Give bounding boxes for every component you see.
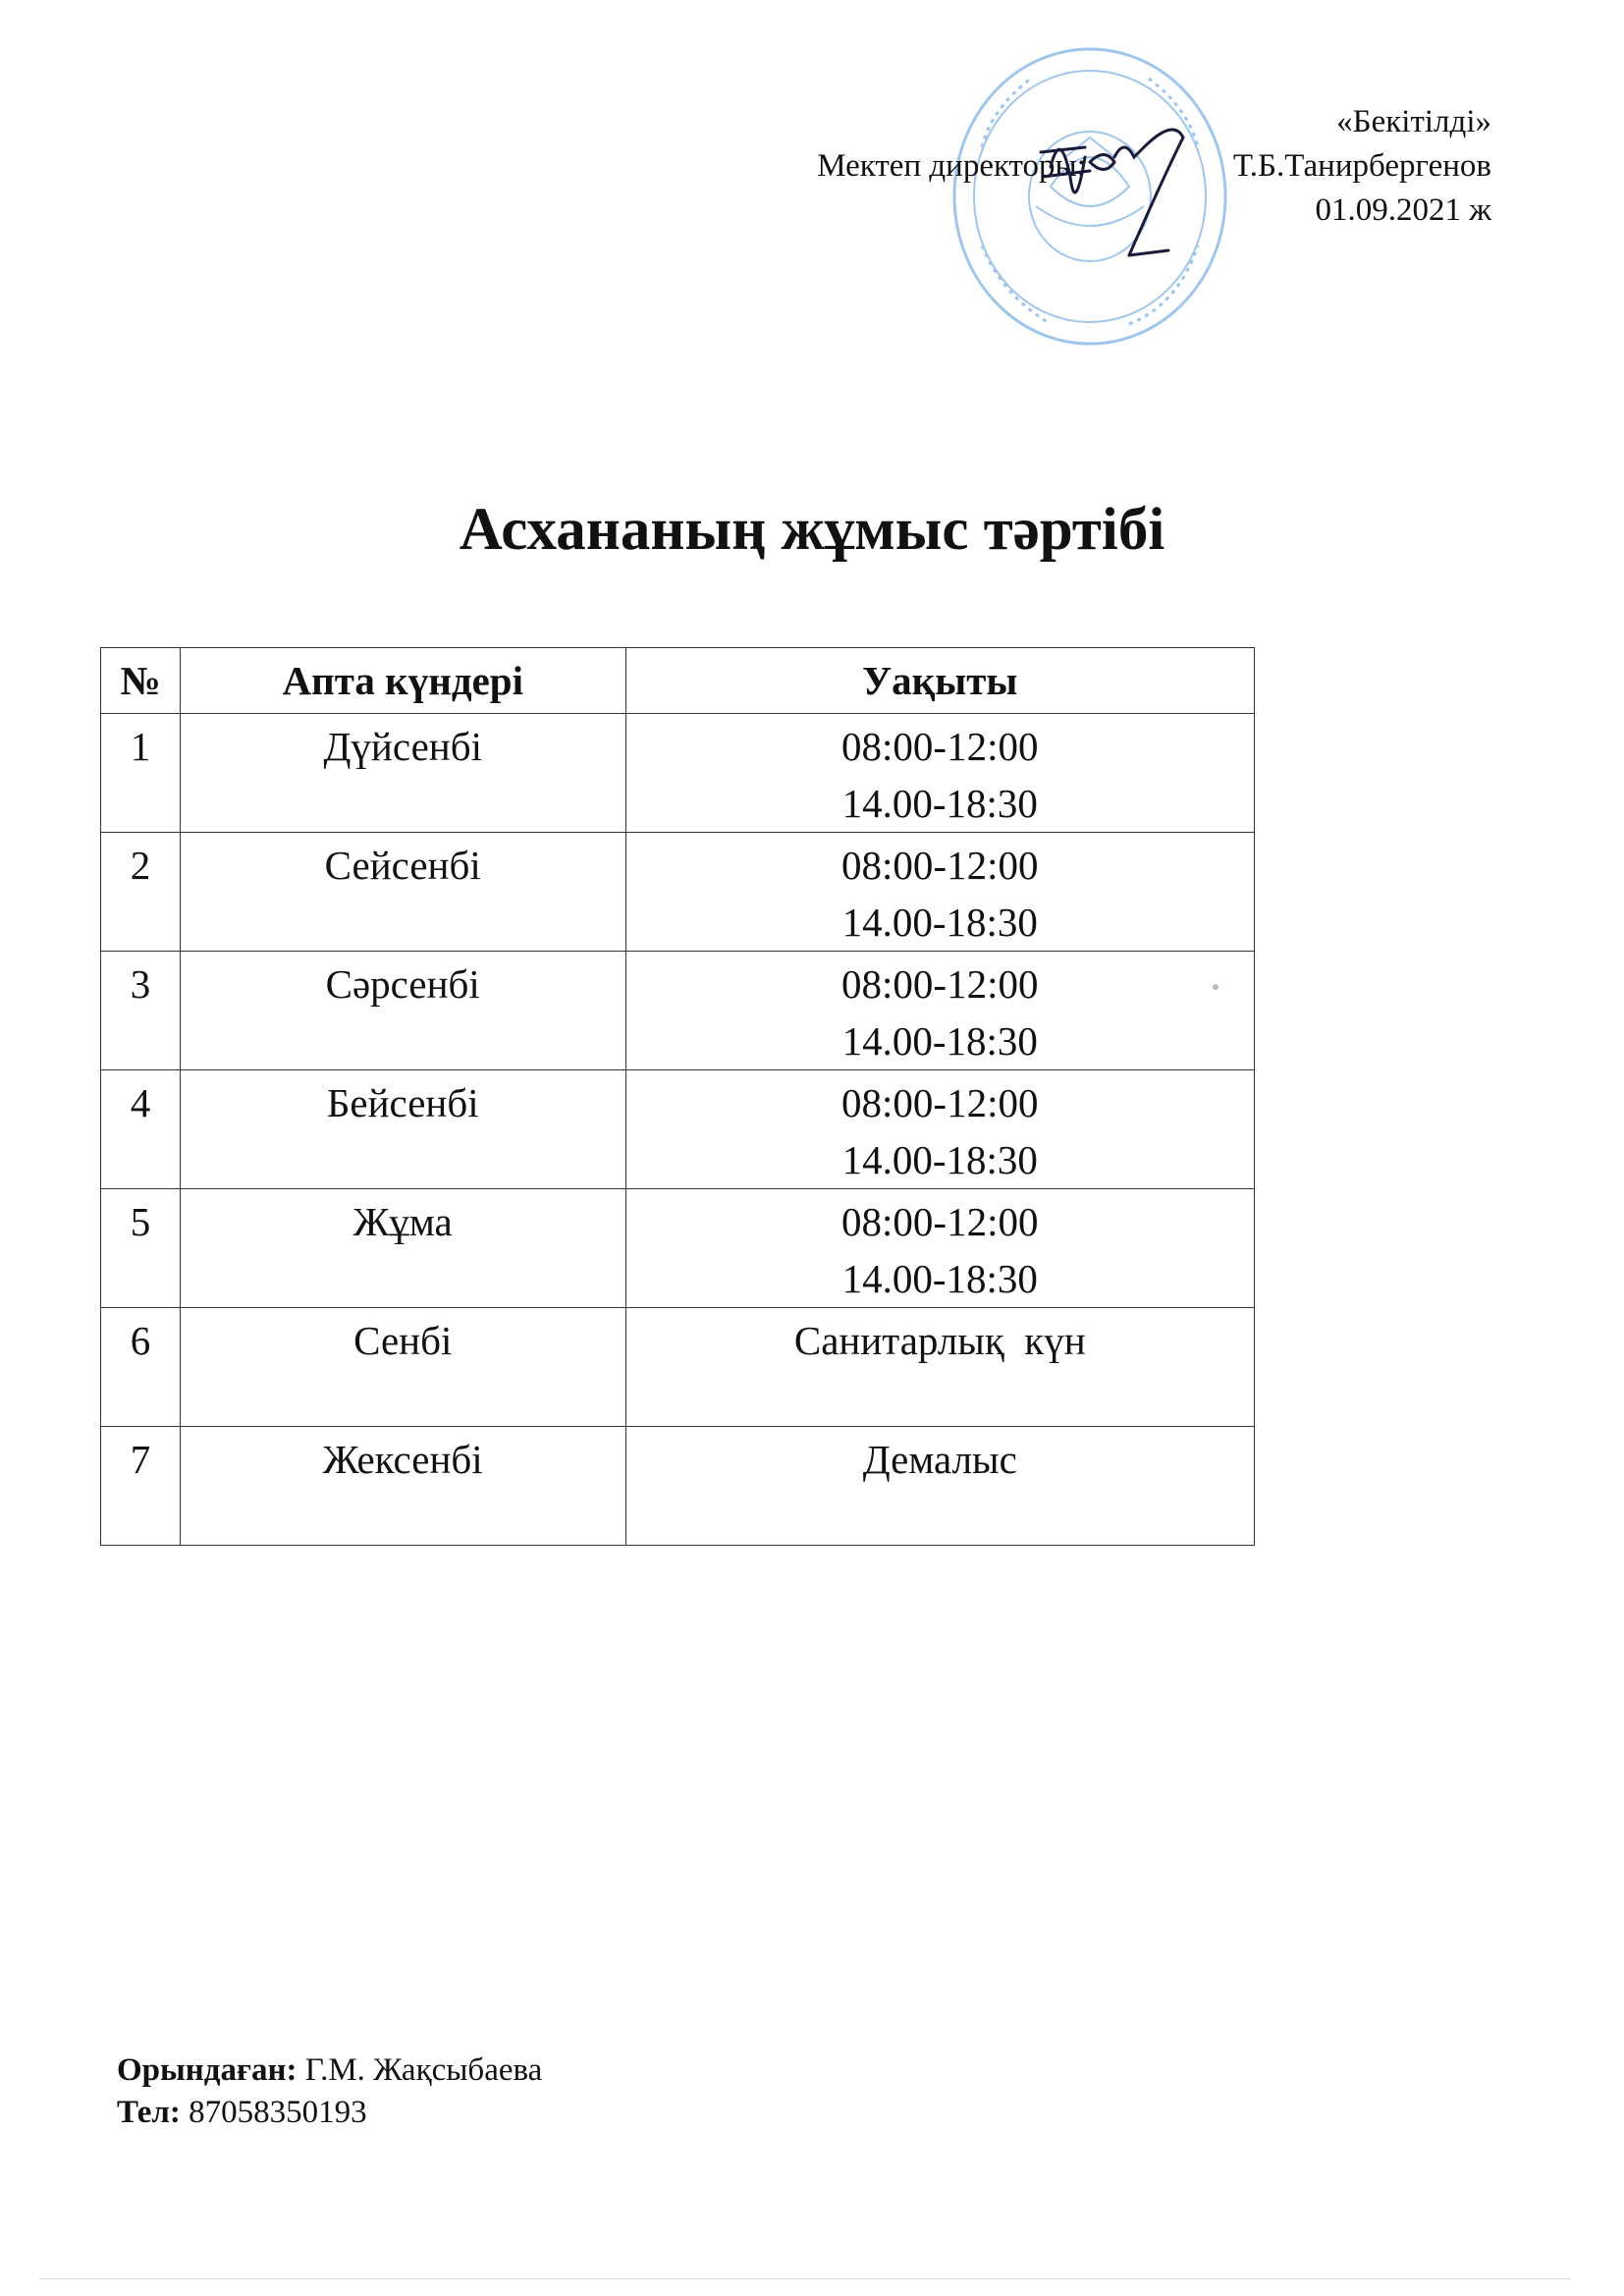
row-time: [625, 714, 1255, 833]
director-signature: [1031, 108, 1198, 265]
row-number: 2: [101, 833, 181, 952]
row-time: [625, 1070, 1255, 1189]
table-header-row: [101, 648, 1255, 714]
scan-speck: [1213, 984, 1218, 990]
time-morning: 08:00-12:00: [841, 843, 1039, 888]
phone-number: 87058350193: [189, 2095, 367, 2130]
phone-label: Тел:: [117, 2095, 181, 2130]
row-time: [625, 833, 1255, 952]
table-row: [101, 714, 1255, 833]
row-time: [625, 1308, 1255, 1427]
approval-heading: «Бекітілді»: [1336, 104, 1491, 139]
time-afternoon: 14.00-18:30: [841, 1018, 1038, 1064]
row-number: 3: [101, 952, 181, 1070]
table-row: [101, 1427, 1255, 1546]
table-row: [101, 1308, 1255, 1427]
row-day: Жексенбі: [180, 1427, 625, 1546]
row-number: 7: [101, 1427, 181, 1546]
row-day: Сәрсенбі: [180, 952, 625, 1070]
performer-name: Г.М. Жақсыбаева: [304, 2052, 543, 2088]
performer-line: [117, 2050, 542, 2092]
scan-speck: [39, 2278, 1571, 2279]
time-morning: 08:00-12:00: [841, 1199, 1039, 1244]
phone-line: [117, 2092, 542, 2134]
row-number: 5: [101, 1189, 181, 1308]
time-note: Демалыс: [862, 1437, 1017, 1482]
row-day: Дүйсенбі: [180, 714, 625, 833]
footer-block: [117, 2050, 542, 2134]
page-title: Асхананың жұмыс тәртібі: [459, 497, 1165, 563]
approval-date: 01.09.2021 ж: [1315, 192, 1491, 228]
table-row: [101, 1070, 1255, 1189]
row-number: 4: [101, 1070, 181, 1189]
director-name: Т.Б.Танирбергенов: [1232, 148, 1491, 184]
time-morning: 08:00-12:00: [841, 1080, 1039, 1125]
performer-label: Орындаған:: [117, 2052, 298, 2088]
row-time: [625, 1427, 1255, 1546]
row-day: Сенбі: [180, 1308, 625, 1427]
row-day: Сейсенбі: [180, 833, 625, 952]
row-time: [625, 952, 1255, 1070]
table-row: [101, 952, 1255, 1070]
time-note: Санитарлық күн: [793, 1318, 1086, 1363]
time-afternoon: 14.00-18:30: [841, 1137, 1038, 1182]
header-number: №: [101, 648, 181, 714]
row-day: Жұма: [180, 1189, 625, 1308]
row-day: Бейсенбі: [180, 1070, 625, 1189]
time-afternoon: 14.00-18:30: [841, 900, 1038, 945]
table-row: [101, 833, 1255, 952]
row-number: 1: [101, 714, 181, 833]
table-row: [101, 1189, 1255, 1308]
director-label: Мектеп директоры:: [817, 148, 1086, 184]
time-morning: 08:00-12:00: [841, 961, 1039, 1007]
time-afternoon: 14.00-18:30: [841, 781, 1038, 826]
row-time: [625, 1189, 1255, 1308]
header-time: Уақыты: [625, 648, 1255, 714]
header-weekday: Апта күндері: [180, 648, 625, 714]
time-morning: 08:00-12:00: [841, 724, 1039, 769]
row-number: 6: [101, 1308, 181, 1427]
schedule-table: [100, 647, 1255, 1546]
time-afternoon: 14.00-18:30: [841, 1256, 1038, 1301]
